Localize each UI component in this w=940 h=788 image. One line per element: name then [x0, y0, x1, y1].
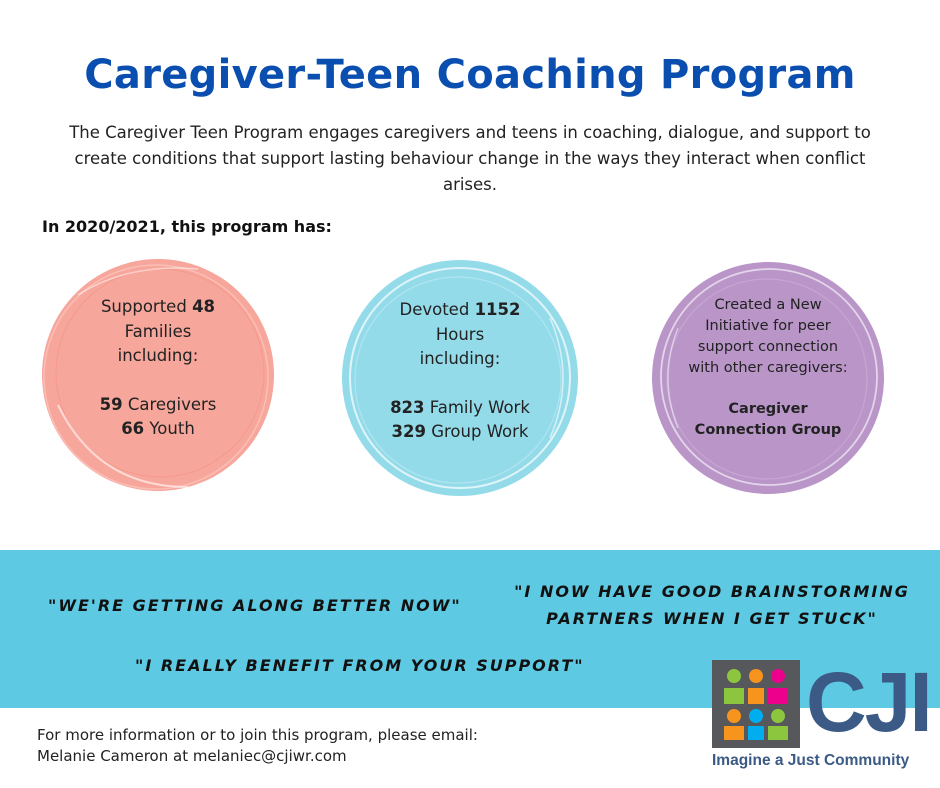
- testimonial-quote: "I NOW HAVE GOOD BRAINSTORMING PARTNERS WHEN I GET STUCK": [514, 582, 910, 628]
- contact-line1: For more information or to join this program, please email:: [37, 726, 478, 744]
- families-line3: including:: [117, 346, 199, 365]
- families-stat-circle: [38, 255, 278, 495]
- hours-stat-circle: [340, 258, 580, 498]
- initiative-line1: Created a New: [714, 297, 822, 313]
- families-line2: Families: [124, 321, 192, 341]
- program-description: The Caregiver Teen Program engages caregivers and teens in coaching, dialogue, and support to create conditions that support lasting behaviour change in the ways they interact when conflict arises.: [69, 123, 871, 194]
- connection-group-line2: Connection Group: [694, 422, 842, 438]
- group-work-hours: 329 Group Work: [391, 422, 529, 441]
- period-label: In 2020/2021, this program has:: [42, 217, 332, 236]
- initiative-line3: support connection: [697, 339, 839, 355]
- initiative-line2: Initiative for peer: [705, 318, 831, 334]
- family-work-hours: 823 Family Work: [390, 397, 530, 417]
- logo-people-icon: [712, 660, 800, 748]
- caregivers-count: 59 Caregivers: [99, 394, 217, 414]
- youth-count: 66 Youth: [121, 419, 195, 438]
- connection-group-line1: Caregiver: [728, 401, 808, 417]
- contact-info: [37, 725, 478, 767]
- testimonial-quote: "WE'RE GETTING ALONG BETTER NOW": [48, 596, 462, 615]
- page-title: Caregiver-Teen Coaching Program: [84, 52, 856, 98]
- cji-logo: [712, 655, 931, 772]
- testimonial-quote: "I REALLY BENEFIT FROM YOUR SUPPORT": [135, 656, 585, 675]
- hours-line1: Devoted 1152: [399, 300, 521, 319]
- families-line1: Supported 48: [100, 297, 216, 316]
- logo-tagline: Imagine a Just Community: [712, 752, 910, 769]
- initiative-circle: [648, 258, 888, 498]
- hours-line2: Hours: [435, 324, 485, 344]
- logo-wordmark: CJI: [806, 655, 931, 749]
- contact-line2: Melanie Cameron at melaniec@cjiwr.com: [37, 747, 347, 765]
- initiative-line4: with other caregivers:: [688, 360, 848, 376]
- hours-line3: including:: [419, 349, 501, 368]
